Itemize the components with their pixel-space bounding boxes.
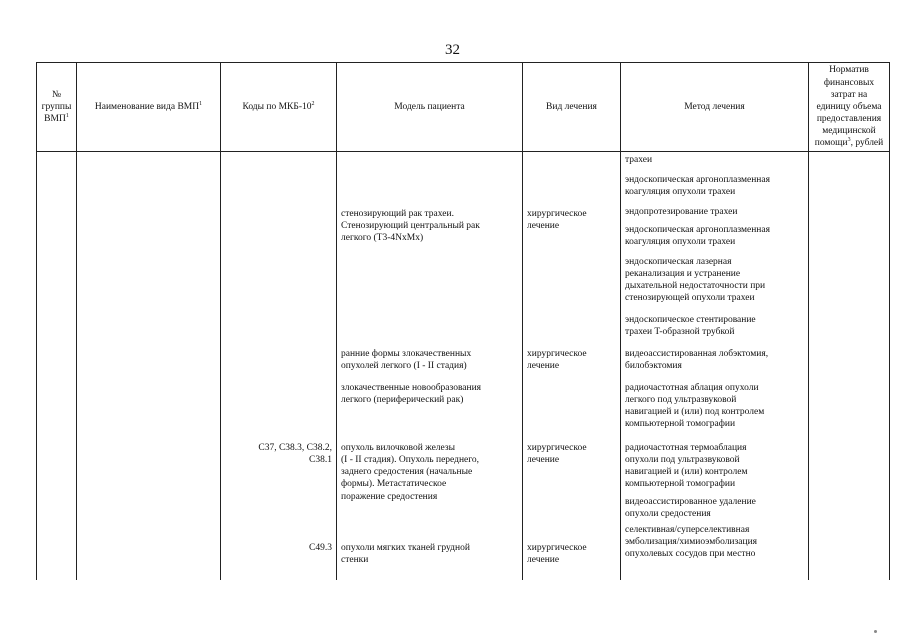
treatment-method-entry-line: опухолевых сосудов при местно [625, 549, 756, 560]
patient-model-entry-line: стенозирующий рак трахеи. [341, 209, 454, 219]
patient-model-entry-line: (I - II стадия). Опухоль переднего, [341, 455, 480, 466]
treatment-method-entry-line: дыхательной недостаточности при [625, 281, 766, 292]
treatment-method-entry [625, 256, 805, 305]
patient-model-entry-line: заднего средостения (начальные [341, 467, 473, 478]
treatment-method-entry-line: опухоли средостения [625, 509, 711, 520]
cell-group-number [37, 152, 77, 581]
treatment-type-entry-line: хирургическое [527, 209, 587, 219]
treatment-type-entry [527, 442, 617, 466]
treatment-method-entry [625, 174, 805, 198]
treatment-type-entry-line: хирургическое [527, 443, 587, 453]
patient-model-entry-line: опухоль вилочковой железы [341, 443, 456, 453]
page-number: 32 [445, 42, 460, 58]
cell-vmp-name [77, 152, 221, 581]
treatment-method-entry-line: легкого под ультразвуковой [625, 395, 737, 406]
treatment-method-entry-line: эндоскопическая аргоноплазменная [625, 225, 770, 235]
header-cost-standard: Норматив финансовых затрат на единицу объема предоставления медицинской помощи$^3$, рублей [809, 63, 890, 152]
treatment-method-entry-line: реканализация и устранение [625, 269, 741, 280]
header-patient-model: Модель пациента [337, 63, 523, 152]
header-row [37, 63, 890, 152]
cell-cost-standard [809, 152, 890, 581]
treatment-method-entry [625, 206, 805, 218]
treatment-method-entry [625, 524, 805, 560]
treatment-method-entry [625, 224, 805, 248]
icd-code-entry-line: C37, C38.3, C38.2, [258, 443, 332, 453]
patient-model-entry [341, 382, 519, 406]
treatment-method-entry-line: коагуляция опухоли трахеи [625, 237, 736, 248]
patient-model-entry-line: злокачественные новообразования [341, 383, 482, 393]
header-treatment-method: Метод лечения [621, 63, 809, 152]
header-icd-codes: Коды по МКБ-$10^2$ [221, 63, 337, 152]
cell-treatment-method [621, 152, 809, 581]
scan-speck [874, 630, 877, 633]
vmp-table [36, 62, 890, 580]
treatment-method-entry-line: селективная/суперселективная [625, 525, 750, 535]
treatment-method-entry-line: видеоассистированное удаление [625, 497, 756, 507]
treatment-method-entry-line: эндоскопическое стентирование [625, 315, 756, 325]
patient-model-entry [341, 348, 519, 372]
treatment-type-entry-line: лечение [527, 455, 560, 466]
treatment-method-entry-line: коагуляция опухоли трахеи [625, 187, 736, 198]
treatment-method-entry-line: трахеи T-образной трубкой [625, 327, 735, 338]
icd-code-entry-line: C49.3 [309, 543, 332, 553]
treatment-method-entry [625, 382, 805, 431]
patient-model-entry-line: ранние формы злокачественных [341, 349, 472, 359]
treatment-method-entry [625, 442, 805, 491]
cell-treatment-type [523, 152, 621, 581]
treatment-type-entry-line: лечение [527, 555, 560, 566]
header-group-number: № группы ВМП$^1$ [37, 63, 77, 152]
patient-model-entry-line: легкого (T3-4NxMx) [341, 233, 424, 244]
treatment-method-entry-line: компьютерной томографии [625, 419, 736, 430]
icd-code-entry [223, 542, 332, 554]
treatment-type-entry-line: лечение [527, 361, 560, 372]
icd-code-entry-line: C38.1 [309, 455, 332, 466]
patient-model-entry-line: формы). Метастатическое [341, 479, 447, 490]
treatment-type-entry [527, 208, 617, 232]
treatment-type-entry-line: хирургическое [527, 349, 587, 359]
patient-model-entry-line: поражение средостения [341, 491, 438, 502]
treatment-method-entry [625, 348, 805, 372]
treatment-method-entry-line: компьютерной томографии [625, 479, 736, 490]
patient-model-entry-line: опухолей легкого (I - II стадия) [341, 361, 467, 372]
treatment-method-entry-line: стенозирующей опухоли трахеи [625, 293, 755, 304]
treatment-method-entry-line: билобэктомия [625, 361, 682, 372]
treatment-method-entry-line: эндоскопическая аргоноплазменная [625, 175, 770, 185]
icd-code-entry [223, 442, 332, 466]
treatment-method-entry-line: эндопротезирование трахеи [625, 207, 738, 217]
treatment-method-entry-line: навигацией и (или) контролем [625, 467, 748, 478]
cell-icd-codes [221, 152, 337, 581]
treatment-method-entry-line: трахеи [625, 155, 653, 165]
cell-patient-model [337, 152, 523, 581]
treatment-type-entry-line: хирургическое [527, 543, 587, 553]
table-row [37, 152, 890, 581]
treatment-method-entry-line: эндоскопическая лазерная [625, 257, 732, 267]
patient-model-entry [341, 442, 519, 503]
patient-model-entry [341, 542, 519, 566]
header-vmp-name: Наименование вида ВМП$^1$ [77, 63, 221, 152]
treatment-method-entry [625, 314, 805, 338]
treatment-method-entry-line: навигацией и (или) под контролем [625, 407, 765, 418]
treatment-method-entry-line: видеоассистированная лобэктомия, [625, 349, 769, 359]
treatment-method-entry [625, 496, 805, 520]
patient-model-entry-line: стенки [341, 555, 369, 566]
patient-model-entry-line: опухоли мягких тканей грудной [341, 543, 470, 553]
treatment-method-entry-line: радиочастотная аблация опухоли [625, 383, 759, 393]
treatment-type-entry [527, 348, 617, 372]
treatment-type-entry [527, 542, 617, 566]
header-treatment-type: Вид лечения [523, 63, 621, 152]
treatment-method-entry-line: эмболизация/химиоэмболизация [625, 537, 758, 548]
patient-model-entry-line: легкого (периферический рак) [341, 395, 464, 406]
treatment-method-entry-line: радиочастотная термоаблация [625, 443, 747, 453]
treatment-type-entry-line: лечение [527, 221, 560, 232]
treatment-method-entry [625, 154, 805, 166]
patient-model-entry [341, 208, 519, 244]
treatment-method-entry-line: опухоли под ультразвуковой [625, 455, 740, 466]
patient-model-entry-line: Стенозирующий центральный рак [341, 221, 480, 232]
